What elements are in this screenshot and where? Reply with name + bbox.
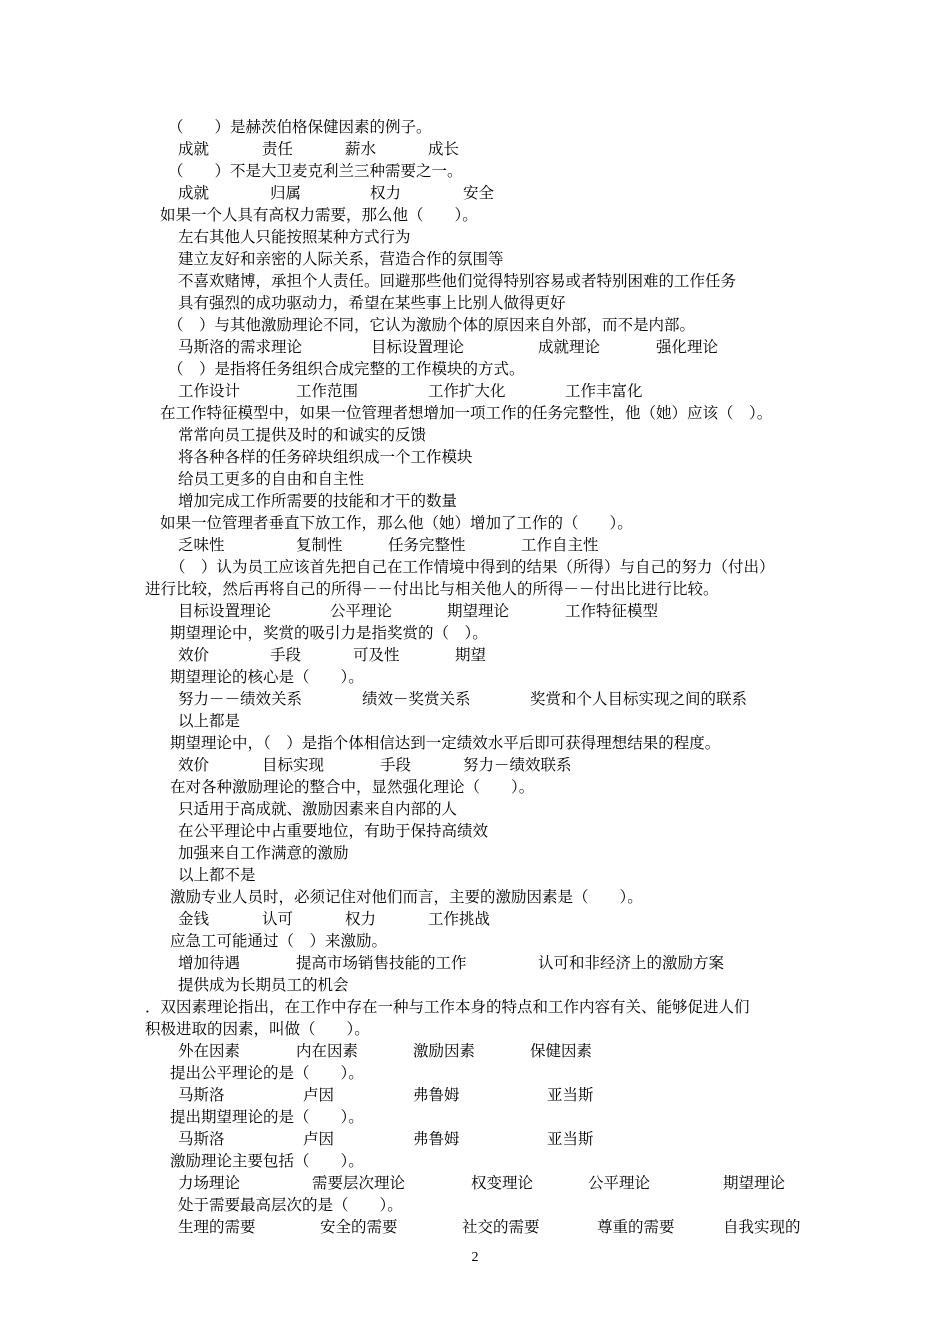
option-text: 奖赏和个人目标实现之间的联系 xyxy=(530,690,748,708)
question-text: 处于需要最高层次的是（ ）。 xyxy=(178,1196,403,1214)
option-text: 手段 xyxy=(270,646,302,664)
question-text: 以上都不是 xyxy=(178,866,256,884)
option-text: 成就 xyxy=(178,140,210,158)
question-text: 将各种各样的任务碎块组织成一个工作模块 xyxy=(178,448,473,466)
question-text: （ ）与其他激励理论不同，它认为激励个体的原因来自外部，而不是内部。 xyxy=(168,316,696,334)
question-text: 如果一个人具有高权力需要，那么他（ ）。 xyxy=(160,206,478,224)
option-text: 社交的需要 xyxy=(462,1218,540,1236)
option-text: 公平理论 xyxy=(330,602,393,620)
option-text: 认可和非经济上的激励方案 xyxy=(538,954,725,972)
option-text: 归属 xyxy=(270,184,302,202)
option-text: 期望理论 xyxy=(447,602,510,620)
option-text: 尊重的需要 xyxy=(597,1218,675,1236)
question-text: 如果一位管理者垂直下放工作，那么他（她）增加了工作的（ ）。 xyxy=(160,514,633,532)
option-text: 权变理论 xyxy=(471,1174,534,1192)
option-text: 力场理论 xyxy=(178,1174,241,1192)
question-text: 加强来自工作满意的激励 xyxy=(178,844,349,862)
option-text: 期望理论 xyxy=(723,1174,786,1192)
option-text: 乏味性 xyxy=(178,536,225,554)
question-text: 给员工更多的自由和自主性 xyxy=(178,470,365,488)
page-number: 2 xyxy=(471,1250,479,1265)
option-text: 成就理论 xyxy=(538,338,601,356)
option-text: 薪水 xyxy=(345,140,377,158)
option-text: 目标实现 xyxy=(262,756,325,774)
question-text: 左右其他人只能按照某种方式行为 xyxy=(178,228,411,246)
question-text: 提出公平理论的是（ ）。 xyxy=(170,1064,364,1082)
question-text: 期望理论中，（ ）是指个体相信达到一定绩效水平后即可获得理想结果的程度。 xyxy=(170,734,721,752)
option-text: 权力 xyxy=(345,910,377,928)
option-text: 任务完整性 xyxy=(388,536,466,554)
option-text: 权力 xyxy=(370,184,402,202)
option-text: 目标设置理论 xyxy=(371,338,465,356)
option-text: 弗鲁姆 xyxy=(413,1086,460,1104)
question-text: 在公平理论中占重要地位，有助于保持高绩效 xyxy=(178,822,489,840)
option-text: 成就 xyxy=(178,184,210,202)
option-text: 马斯洛的需求理论 xyxy=(178,338,303,356)
option-text: 保健因素 xyxy=(530,1042,593,1060)
option-text: 公平理论 xyxy=(588,1174,651,1192)
question-text: 激励专业人员时，必须记住对他们而言，主要的激励因素是（ ）。 xyxy=(170,888,643,906)
option-text: 工作特征模型 xyxy=(565,602,659,620)
option-text: 需要层次理论 xyxy=(312,1174,406,1192)
question-text: 提供成为长期员工的机会 xyxy=(178,976,349,994)
option-text: 目标设置理论 xyxy=(178,602,272,620)
option-text: 马斯洛 xyxy=(178,1130,225,1148)
option-text: 责任 xyxy=(262,140,294,158)
option-text: 工作丰富化 xyxy=(565,382,643,400)
option-text: 工作范围 xyxy=(296,382,359,400)
question-text: 增加完成工作所需要的技能和才干的数量 xyxy=(178,492,458,510)
question-text: 在对各种激励理论的整合中，显然强化理论（ ）。 xyxy=(170,778,535,796)
option-text: 工作挑战 xyxy=(428,910,491,928)
question-text: 提出期望理论的是（ ）。 xyxy=(170,1108,364,1126)
option-text: 强化理论 xyxy=(656,338,719,356)
option-text: 外在因素 xyxy=(178,1042,241,1060)
question-text: （ ）认为员工应该首先把自己在工作情境中得到的结果（所得）与自己的努力（付出） xyxy=(170,558,775,576)
question-text: （ ）是赫茨伯格保健因素的例子。 xyxy=(168,118,432,136)
option-text: 自我实现的 xyxy=(723,1218,801,1236)
option-text: 增加待遇 xyxy=(178,954,241,972)
option-text: 提高市场销售技能的工作 xyxy=(296,954,467,972)
option-text: 亚当斯 xyxy=(547,1086,594,1104)
option-text: 工作设计 xyxy=(178,382,241,400)
option-text: 努力－－绩效关系 xyxy=(178,690,303,708)
question-text: 以上都是 xyxy=(178,712,241,730)
question-text: 期望理论的核心是（ ）。 xyxy=(170,668,364,686)
question-text: 只适用于高成就、激励因素来自内部的人 xyxy=(178,800,458,818)
question-text: 积极进取的因素，叫做（ ）。 xyxy=(145,1020,370,1038)
question-text: 不喜欢赌博，承担个人责任。回避那些他们觉得特别容易或者特别困难的工作任务 xyxy=(178,272,737,290)
option-text: 弗鲁姆 xyxy=(413,1130,460,1148)
question-text: （ ）不是大卫麦克利兰三种需要之一。 xyxy=(168,162,463,180)
option-text: 卢因 xyxy=(303,1130,335,1148)
question-text: （ ）是指将任务组织合成完整的工作模块的方式。 xyxy=(168,360,525,378)
question-text: 在工作特征模型中，如果一位管理者想增加一项工作的任务完整性，他（她）应该（ ）。 xyxy=(160,404,773,422)
option-text: 金钱 xyxy=(178,910,210,928)
question-text: 具有强烈的成功驱动力，希望在某些事上比别人做得更好 xyxy=(178,294,566,312)
option-text: 安全的需要 xyxy=(320,1218,398,1236)
question-text: 激励理论主要包括（ ）。 xyxy=(170,1152,364,1170)
option-text: 期望 xyxy=(455,646,487,664)
option-text: 努力－绩效联系 xyxy=(463,756,572,774)
option-text: 工作自主性 xyxy=(521,536,599,554)
option-text: 效价 xyxy=(178,756,210,774)
option-text: 马斯洛 xyxy=(178,1086,225,1104)
option-text: 亚当斯 xyxy=(547,1130,594,1148)
option-text: 效价 xyxy=(178,646,210,664)
question-text: ．双因素理论指出，在工作中存在一种与工作本身的特点和工作内容有关、能够促进人们 xyxy=(145,998,750,1016)
option-text: 可及性 xyxy=(353,646,400,664)
question-text: 应急工可能通过（ ）来激励。 xyxy=(170,932,388,950)
option-text: 内在因素 xyxy=(296,1042,359,1060)
option-text: 生理的需要 xyxy=(178,1218,256,1236)
option-text: 认可 xyxy=(262,910,294,928)
option-text: 复制性 xyxy=(296,536,343,554)
option-text: 成长 xyxy=(428,140,460,158)
option-text: 安全 xyxy=(463,184,495,202)
question-text: 建立友好和亲密的人际关系，营造合作的氛围等 xyxy=(178,250,504,268)
question-text: 进行比较，然后再将自己的所得－－付出比与相关他人的所得－－付出比进行比较。 xyxy=(145,580,719,598)
option-text: 激励因素 xyxy=(413,1042,476,1060)
option-text: 工作扩大化 xyxy=(428,382,506,400)
option-text: 手段 xyxy=(380,756,412,774)
question-text: 期望理论中，奖赏的吸引力是指奖赏的（ ）。 xyxy=(170,624,488,642)
question-text: 常常向员工提供及时的和诚实的反馈 xyxy=(178,426,427,444)
option-text: 卢因 xyxy=(303,1086,335,1104)
option-text: 绩效－奖赏关系 xyxy=(362,690,471,708)
